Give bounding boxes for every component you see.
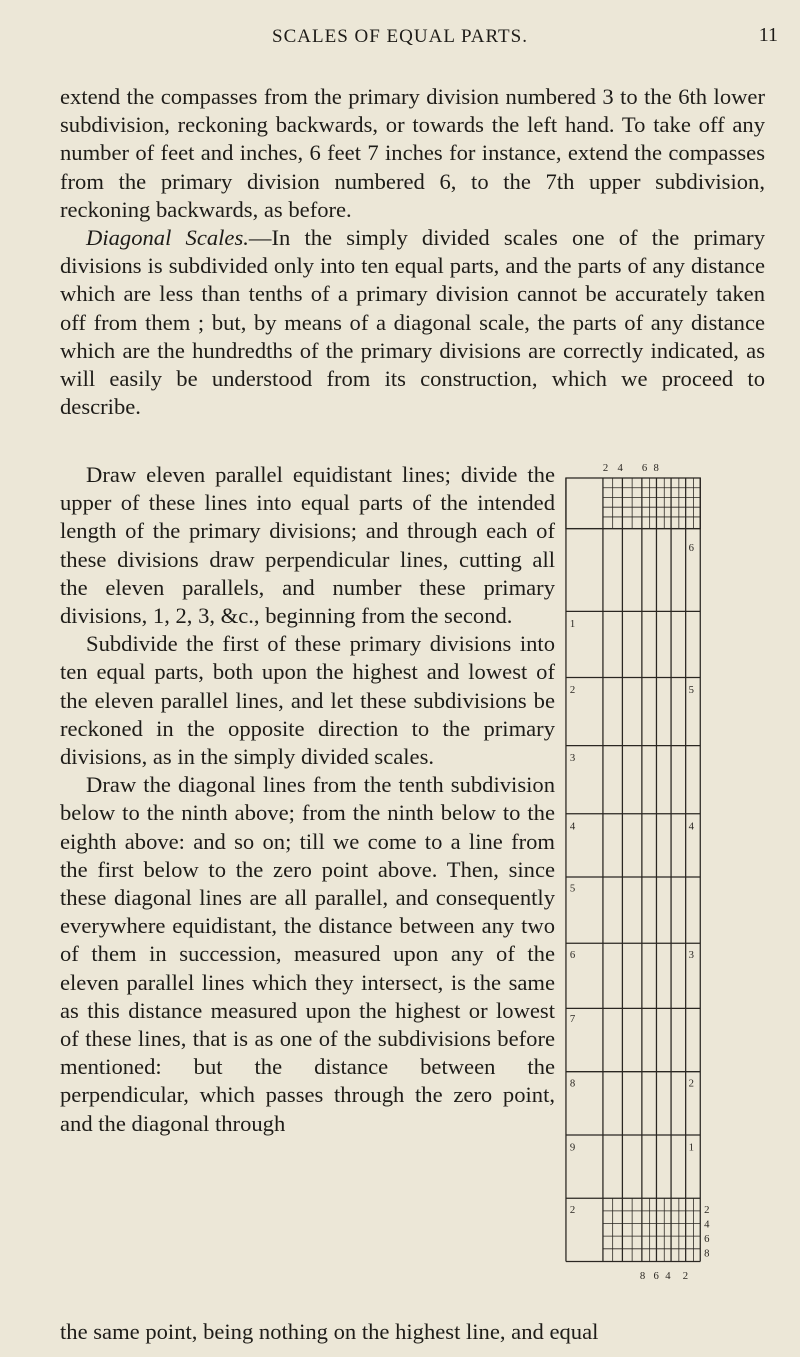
right-bottom-label: 2 xyxy=(704,1203,710,1216)
bottom-label: 2 xyxy=(682,1269,689,1282)
paragraph-2-body: —In the simply divided scales one of the primary divisions is subdivided only into ten equal parts, and the parts of any distance which are less than tenths of a primary division cannot be accurately taken off from them ; but, by means of a diagonal scale, the parts of any distance which are the hundredths of the primary divisions are correctly indicated, as will easily be understood from its construction, which we proceed to describe. xyxy=(60,225,765,420)
bottom-label: 4 xyxy=(665,1269,671,1282)
right-number: 1 xyxy=(688,1141,694,1154)
top-label: 6 xyxy=(641,462,648,475)
left-number: 1 xyxy=(569,617,576,630)
diagonal-scales-heading: Diagonal Scales. xyxy=(86,225,249,251)
page-number: 11 xyxy=(758,24,778,46)
left-number: 2 xyxy=(569,1203,576,1216)
left-number: 4 xyxy=(569,820,576,833)
top-label: 2 xyxy=(602,462,609,475)
top-label: 4 xyxy=(617,462,623,475)
left-number: 3 xyxy=(569,752,576,765)
left-number: 7 xyxy=(569,1013,576,1026)
bottom-label: 8 xyxy=(639,1269,646,1282)
left-number: 6 xyxy=(569,948,576,961)
left-number: 9 xyxy=(569,1141,576,1154)
right-number: 4 xyxy=(688,820,694,833)
bottom-label: 6 xyxy=(653,1269,659,1282)
right-bottom-label: 6 xyxy=(704,1233,710,1246)
paragraph-5: Draw the diagonal lines from the tenth subdivision below to the ninth above; from the ninth below to the eighth above: and so on; till we come to a line from the first below to the zero point above. Then, since these diagonal lines are all parallel, and consequently everywhere equidistant, the distance between any two of them in succession, measured upon any of the eleven parallel lines which they intersect, is the same as this distance measured upon the highest or lowest of these lines, that is as one of the subdivisions before mentioned: but the distance between the perpendicular, which passes through the zero point, and the diagonal through xyxy=(60,772,555,1136)
paragraph-1-text: extend the compasses from the primary division numbered 3 to the 6th lower subdivision, reckoning backwards, or towards the left hand. To take off any number of feet and inches, 6 feet 7 inches for instance, extend the compasses from the primary division numbered 6, to the 7th upper subdivision, reckoning backwards, as before. xyxy=(60,84,765,222)
diagonal-scale-diagram xyxy=(562,405,712,1315)
left-number: 8 xyxy=(569,1077,576,1090)
body-column xyxy=(60,461,555,1138)
paragraph-6: the same point, being nothing on the highest line, and equal xyxy=(60,1319,599,1344)
left-number: 5 xyxy=(569,882,576,895)
paragraph-1 xyxy=(60,83,765,421)
paragraph-3: Draw eleven parallel equidistant lines; divide the upper of these lines into equal parts of the intended length of the primary divisions; and through each of these divisions draw perpendicular lines, cutting all the eleven parallels, and number these primary divisions, 1, 2, 3, &c., beginning from the second. xyxy=(60,462,555,629)
top-label: 8 xyxy=(653,462,659,475)
right-number: 5 xyxy=(688,684,694,697)
right-number: 6 xyxy=(688,541,694,554)
right-number: 3 xyxy=(688,948,694,961)
paragraph-4: Subdivide the first of these primary divisions into ten equal parts, both upon the highest and lowest of the eleven parallel lines, and let these subdivisions be reckoned in the opposite direction to the primary divisions, as in the simply divided scales. xyxy=(60,631,555,770)
left-number: 2 xyxy=(569,684,576,697)
right-bottom-label: 4 xyxy=(704,1218,710,1231)
right-number: 2 xyxy=(688,1077,694,1090)
right-bottom-label: 8 xyxy=(704,1247,710,1260)
running-head: SCALES OF EQUAL PARTS. xyxy=(272,26,528,47)
